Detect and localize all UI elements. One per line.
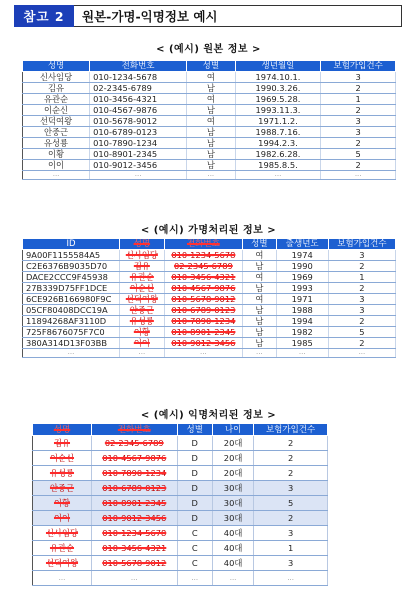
table-cell: 2 — [328, 283, 395, 294]
table-row — [33, 451, 328, 466]
table-cell: 1985 — [276, 338, 328, 349]
table-cell: 1971.1.2. — [235, 116, 321, 127]
table-cell: 010-7890-1234 — [90, 138, 187, 149]
ellipsis-cell: ... — [119, 349, 164, 358]
table-cell: 유성룡 — [23, 138, 90, 149]
table-cell: 여 — [187, 116, 235, 127]
table-cell: 1993 — [276, 283, 328, 294]
table-cell: 010-3456-4321 — [164, 272, 242, 283]
table-cell: 40대 — [212, 541, 253, 556]
table-cell: 3 — [321, 72, 396, 83]
table-cell: 27B339D75FF1DCE — [23, 283, 120, 294]
column-header: 보험가입건수 — [321, 61, 396, 72]
table-row — [23, 327, 396, 338]
table-header-row — [33, 424, 328, 436]
table-cell: 유관순 — [33, 541, 92, 556]
table-cell: C — [177, 556, 212, 571]
table-cell: 김유 — [23, 83, 90, 94]
table-row — [23, 283, 396, 294]
table-cell: 이이 — [33, 511, 92, 526]
table-cell: 1988 — [276, 305, 328, 316]
table-row — [33, 466, 328, 481]
table-cell: 김유 — [33, 436, 92, 451]
table-cell: 남 — [243, 283, 277, 294]
table-cell: 남 — [187, 83, 235, 94]
table-cell: 010-9012-3456 — [164, 338, 242, 349]
table-cell: 1988.7.16. — [235, 127, 321, 138]
table-cell: 남 — [187, 127, 235, 138]
table-cell: 9A00F1155584A5 — [23, 250, 120, 261]
table-cell: 010-3456-4321 — [92, 541, 178, 556]
table-cell: 1994.2.3. — [235, 138, 321, 149]
table-cell: 1974.10.1. — [235, 72, 321, 83]
table-cell: 1982.6.28. — [235, 149, 321, 160]
table-cell: 11894268AF3110D — [23, 316, 120, 327]
table-cell: 2 — [328, 261, 395, 272]
table-cell: 여 — [243, 272, 277, 283]
table-cell: 유성룡 — [33, 466, 92, 481]
table-cell: 5 — [254, 496, 328, 511]
table-cell: 2 — [254, 436, 328, 451]
table-cell: 이황 — [33, 496, 92, 511]
column-header: 생년월일 — [235, 61, 321, 72]
ellipsis-cell: ... — [23, 349, 120, 358]
table-cell: 1990 — [276, 261, 328, 272]
table-cell: 20대 — [212, 466, 253, 481]
table-row — [23, 338, 396, 349]
table-cell: C — [177, 526, 212, 541]
column-header: ID — [23, 239, 120, 250]
table-cell: 1974 — [276, 250, 328, 261]
table-cell: 010-5678-9012 — [90, 116, 187, 127]
ellipsis-cell: ... — [187, 171, 235, 180]
table-cell: 1971 — [276, 294, 328, 305]
table-cell: 010-1234-5678 — [92, 526, 178, 541]
table-cell: 선덕여왕 — [33, 556, 92, 571]
column-header: 보험가입건수 — [254, 424, 328, 436]
table-row — [23, 72, 396, 83]
table-cell: 이이 — [119, 338, 164, 349]
table-cell: 유성룡 — [119, 316, 164, 327]
table-row — [23, 160, 396, 171]
table-cell: 010-8901-2345 — [92, 496, 178, 511]
column-header: 출생년도 — [276, 239, 328, 250]
table-row — [23, 105, 396, 116]
column-header: 성명 — [119, 239, 164, 250]
table-cell: 380A314D13F03BB — [23, 338, 120, 349]
table-cell: DACE2CCC9F45938 — [23, 272, 120, 283]
ellipsis-cell: ... — [164, 349, 242, 358]
table-cell: 20대 — [212, 451, 253, 466]
table-cell: 2 — [321, 138, 396, 149]
anonymous-table — [32, 423, 328, 586]
column-header: 나이 — [212, 424, 253, 436]
ellipsis-cell: ... — [90, 171, 187, 180]
doc-title: 원본-가명-익명정보 예시 — [74, 5, 402, 27]
table-row — [33, 496, 328, 511]
table-cell: 2 — [321, 160, 396, 171]
ellipsis-cell: ... — [321, 171, 396, 180]
table-cell: 6CE926B166980F9C — [23, 294, 120, 305]
table-cell: 3 — [328, 294, 395, 305]
table-cell: 010-3456-4321 — [90, 94, 187, 105]
table-cell: 남 — [243, 338, 277, 349]
table-cell: 02-2345-6789 — [164, 261, 242, 272]
table-cell: 유관순 — [23, 94, 90, 105]
table-cell: 안중근 — [33, 481, 92, 496]
table-cell: 1990.3.26. — [235, 83, 321, 94]
ellipsis-cell: ... — [92, 571, 178, 586]
table-cell: 010-6789-0123 — [92, 481, 178, 496]
table-cell: 05CF80408DCC19A — [23, 305, 120, 316]
table-cell: 여 — [243, 250, 277, 261]
table-cell: 010-9012-3456 — [90, 160, 187, 171]
table-cell: D — [177, 511, 212, 526]
table-cell: 010-6789-0123 — [164, 305, 242, 316]
column-header: 성별 — [243, 239, 277, 250]
table-row — [23, 83, 396, 94]
column-header: 전화번호 — [90, 61, 187, 72]
table-cell: 2 — [321, 105, 396, 116]
table-cell: 남 — [187, 160, 235, 171]
table-cell: 010-4567-9876 — [92, 451, 178, 466]
table-row — [23, 94, 396, 105]
table-cell: C2E6376B9035D70 — [23, 261, 120, 272]
table-row — [23, 261, 396, 272]
table-cell: D — [177, 451, 212, 466]
table-row — [23, 116, 396, 127]
table-cell: 725F8676075F7C0 — [23, 327, 120, 338]
table-row — [33, 436, 328, 451]
table-cell: 이순신 — [33, 451, 92, 466]
table-cell: 남 — [243, 305, 277, 316]
table-cell: 이황 — [119, 327, 164, 338]
table-cell: 남 — [187, 105, 235, 116]
table-cell: 3 — [321, 116, 396, 127]
table-cell: 3 — [254, 526, 328, 541]
original-section-title: < (예시) 원본 정보 > — [156, 44, 261, 55]
original-table — [22, 60, 396, 180]
table-cell: 안중근 — [23, 127, 90, 138]
pseudonym-table — [22, 238, 396, 358]
table-cell: 1985.8.5. — [235, 160, 321, 171]
table-cell: D — [177, 436, 212, 451]
ellipsis-cell: ... — [243, 349, 277, 358]
table-cell: 이이 — [23, 160, 90, 171]
table-cell: 2 — [254, 466, 328, 481]
table-cell: 3 — [328, 305, 395, 316]
table-cell: 2 — [254, 451, 328, 466]
table-cell: 3 — [328, 250, 395, 261]
table-cell: 1994 — [276, 316, 328, 327]
table-cell: 2 — [328, 338, 395, 349]
table-cell: 여 — [187, 72, 235, 83]
ellipsis-cell: ... — [235, 171, 321, 180]
table-cell: 신사임당 — [33, 526, 92, 541]
table-cell: 010-4567-9876 — [90, 105, 187, 116]
table-cell: 김유 — [119, 261, 164, 272]
table-cell: D — [177, 466, 212, 481]
table-cell: 010-7890-1234 — [164, 316, 242, 327]
table-row — [33, 526, 328, 541]
table-cell: 5 — [321, 149, 396, 160]
table-cell: 이황 — [23, 149, 90, 160]
column-header: 성명 — [23, 61, 90, 72]
table-cell: 1969 — [276, 272, 328, 283]
ellipsis-row — [33, 571, 328, 586]
reference-tag: 참고 2 — [14, 5, 74, 27]
ellipsis-cell: ... — [33, 571, 92, 586]
table-cell: 1 — [321, 94, 396, 105]
table-cell: 1982 — [276, 327, 328, 338]
ellipsis-cell: ... — [276, 349, 328, 358]
table-cell: 3 — [254, 481, 328, 496]
ellipsis-cell: ... — [254, 571, 328, 586]
table-cell: 5 — [328, 327, 395, 338]
table-row — [33, 511, 328, 526]
table-row — [23, 316, 396, 327]
table-header-row — [23, 61, 396, 72]
table-row — [23, 149, 396, 160]
table-cell: 20대 — [212, 436, 253, 451]
column-header: 성명 — [33, 424, 92, 436]
table-cell: 2 — [254, 511, 328, 526]
ellipsis-cell: ... — [212, 571, 253, 586]
pseudonym-section-title: < (예시) 가명처리된 정보 > — [140, 225, 277, 236]
table-cell: D — [177, 481, 212, 496]
table-cell: 남 — [243, 327, 277, 338]
table-cell: 40대 — [212, 556, 253, 571]
table-cell: 안중근 — [119, 305, 164, 316]
table-row — [23, 305, 396, 316]
table-cell: 남 — [187, 149, 235, 160]
table-cell: 30대 — [212, 496, 253, 511]
table-cell: 010-9012-3456 — [92, 511, 178, 526]
table-row — [23, 272, 396, 283]
column-header: 성별 — [187, 61, 235, 72]
table-cell: 여 — [243, 294, 277, 305]
table-cell: 010-4567-9876 — [164, 283, 242, 294]
ellipsis-cell: ... — [23, 171, 90, 180]
table-cell: 1993.11.3. — [235, 105, 321, 116]
table-row — [33, 481, 328, 496]
ellipsis-cell: ... — [177, 571, 212, 586]
table-cell: 30대 — [212, 481, 253, 496]
table-cell: 2 — [328, 316, 395, 327]
table-row — [23, 138, 396, 149]
table-header-row — [23, 239, 396, 250]
table-row — [23, 250, 396, 261]
table-cell: 1 — [328, 272, 395, 283]
table-cell: 02-2345-6789 — [90, 83, 187, 94]
table-row — [33, 556, 328, 571]
table-cell: 3 — [254, 556, 328, 571]
table-cell: 010-5678-9012 — [164, 294, 242, 305]
column-header: 전화번호 — [164, 239, 242, 250]
ellipsis-row — [23, 171, 396, 180]
column-header: 보험가입건수 — [328, 239, 395, 250]
table-cell: 010-8901-2345 — [90, 149, 187, 160]
anonymous-section-title: < (예시) 익명처리된 정보 > — [140, 410, 277, 421]
table-cell: 010-6789-0123 — [90, 127, 187, 138]
table-cell: 30대 — [212, 511, 253, 526]
table-cell: 유관순 — [119, 272, 164, 283]
table-cell: 02-2345-6789 — [92, 436, 178, 451]
table-cell: 3 — [321, 127, 396, 138]
table-cell: 신사임당 — [119, 250, 164, 261]
table-cell: 남 — [243, 261, 277, 272]
table-cell: 여 — [187, 94, 235, 105]
table-cell: 40대 — [212, 526, 253, 541]
ellipsis-cell: ... — [328, 349, 395, 358]
table-cell: 010-8901-2345 — [164, 327, 242, 338]
table-cell: 남 — [243, 316, 277, 327]
table-row — [23, 294, 396, 305]
table-cell: 010-1234-5678 — [164, 250, 242, 261]
column-header: 성별 — [177, 424, 212, 436]
table-cell: 010-5678-9012 — [92, 556, 178, 571]
table-row — [33, 541, 328, 556]
ellipsis-row — [23, 349, 396, 358]
table-cell: 1969.5.28. — [235, 94, 321, 105]
table-cell: 이순신 — [119, 283, 164, 294]
table-cell: 010-7890-1234 — [92, 466, 178, 481]
table-cell: 1 — [254, 541, 328, 556]
table-cell: 남 — [187, 138, 235, 149]
table-row — [23, 127, 396, 138]
column-header: 전화번호 — [92, 424, 178, 436]
table-cell: C — [177, 541, 212, 556]
table-cell: 010-1234-5678 — [90, 72, 187, 83]
table-cell: 2 — [321, 83, 396, 94]
table-cell: 선덕여왕 — [119, 294, 164, 305]
doc-header — [14, 5, 402, 27]
table-cell: 선덕여왕 — [23, 116, 90, 127]
table-cell: D — [177, 496, 212, 511]
table-cell: 이순신 — [23, 105, 90, 116]
table-cell: 신사임당 — [23, 72, 90, 83]
